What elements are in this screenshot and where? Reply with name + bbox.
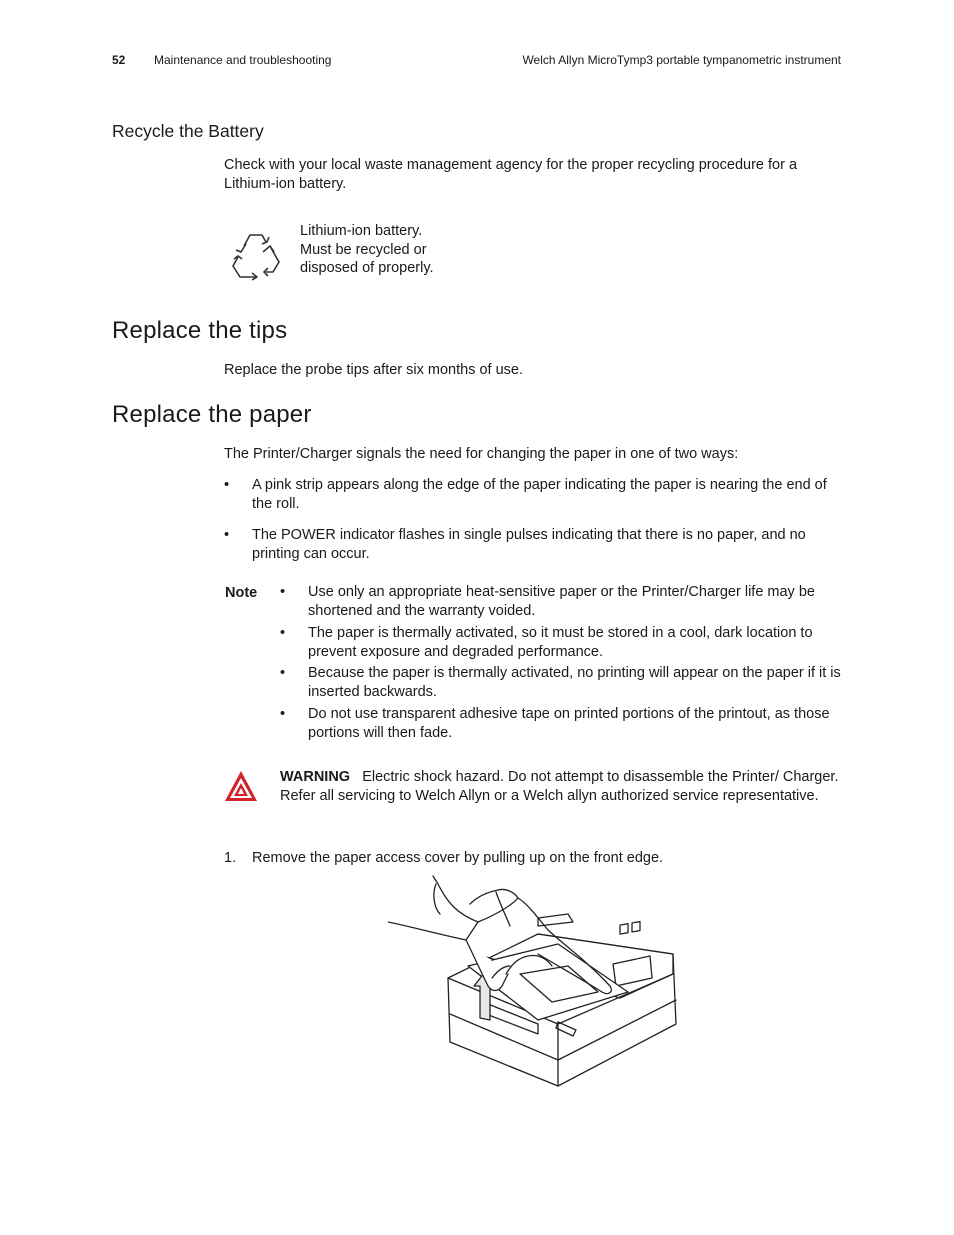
bullet-dot: •	[280, 625, 286, 641]
warning-text: Electric shock hazard. Do not attempt to disassemble the Printer/ Charger. Refer all servicing to Welch Allyn or a Welch allyn authorized service representative.	[280, 769, 839, 804]
recycle-symbol-line1: Lithium-ion battery.	[300, 223, 423, 239]
note-text: Because the paper is thermally activated, no printing will appear on the paper if it is inserted backwards.	[308, 665, 841, 700]
printer-cover-illustration	[388, 874, 680, 1088]
bullet-dot: •	[280, 665, 286, 681]
warning-label: WARNING	[280, 769, 351, 785]
warning-block	[280, 768, 840, 806]
bullet-dot: •	[280, 584, 286, 600]
note-label: Note	[225, 585, 258, 601]
recycle-symbol-line2: Must be recycled or	[300, 242, 427, 258]
recycle-body: Check with your local waste management agency for the proper recycling procedure for a Lithium-ion battery.	[224, 157, 798, 192]
recycle-symbol-line3: disposed of properly.	[300, 260, 434, 276]
step-number: 1.	[224, 850, 237, 866]
header-doc-title: Welch Allyn MicroTymp3 portable tympanometric instrument	[522, 53, 841, 67]
bullet-dot: •	[224, 527, 230, 543]
paper-intro: The Printer/Charger signals the need for changing the paper in one of two ways:	[224, 446, 739, 462]
bullet-text: A pink strip appears along the edge of the paper indicating the paper is nearing the end of the roll.	[252, 477, 827, 512]
note-text: Use only an appropriate heat-sensitive paper or the Printer/Charger life may be shortened and the warranty voided.	[308, 584, 815, 619]
page-number: 52	[112, 53, 126, 67]
bullet-dot: •	[280, 706, 286, 722]
bullet-text: The POWER indicator flashes in single pulses indicating that there is no paper, and no printing can occur.	[252, 527, 806, 562]
warning-triangle-icon	[223, 769, 259, 803]
paper-heading: Replace the paper	[112, 401, 312, 428]
note-text: The paper is thermally activated, so it must be stored in a cool, dark location to prevent exposure and degraded performance.	[308, 625, 813, 660]
header-section: Maintenance and troubleshooting	[154, 53, 332, 67]
recycle-icon	[226, 230, 284, 284]
note-text: Do not use transparent adhesive tape on printed portions of the printout, as those portions will then fade.	[308, 706, 830, 741]
tips-heading: Replace the tips	[112, 317, 288, 344]
tips-body: Replace the probe tips after six months of use.	[224, 362, 524, 378]
step-text: Remove the paper access cover by pulling up on the front edge.	[252, 850, 664, 866]
bullet-dot: •	[224, 477, 230, 493]
recycle-heading: Recycle the Battery	[112, 121, 264, 141]
